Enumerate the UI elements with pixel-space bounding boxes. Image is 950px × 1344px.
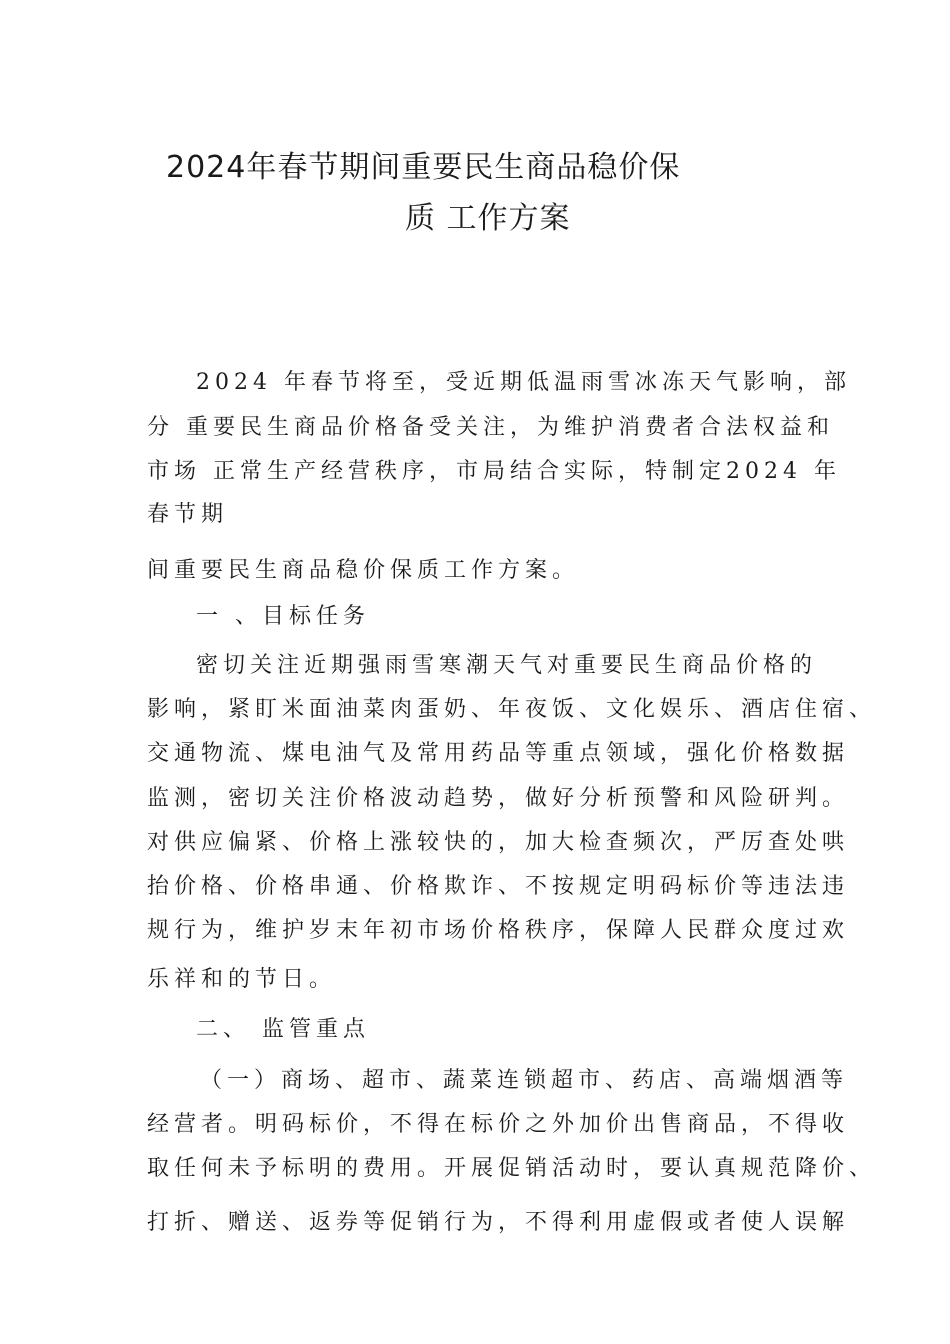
paragraph-line: 抬价格、价格串通、价格欺诈、不按规定明码标价等违法违 bbox=[147, 874, 850, 899]
paragraph-line: 密切关注近期强雨雪寒潮天气对重要民生商品价格的 bbox=[196, 653, 818, 678]
paragraph-line: 交通物流、煤电油气及常用药品等重点领域，强化价格数据 bbox=[147, 741, 850, 766]
paragraph-line: 规行为，维护岁末年初市场价格秩序，保障人民群众度过欢 bbox=[147, 918, 850, 943]
paragraph-line: 春节期 bbox=[147, 502, 229, 527]
section-heading: 二、 监管重点 bbox=[196, 1017, 370, 1042]
section-heading: 一 、目标任务 bbox=[196, 604, 370, 629]
paragraph-line: 打折、赠送、返券等促销行为，不得利用虚假或者使人误解 bbox=[147, 1210, 850, 1235]
paragraph-line: 分 重要民生商品价格备受关注，为维护消费者合法权益和 bbox=[147, 415, 834, 440]
paragraph-line: 市场 正常生产经营秩序，市局结合实际，特制定2024 年 bbox=[147, 459, 841, 484]
paragraph-line: 乐祥和的节日。 bbox=[147, 967, 337, 992]
paragraph-line: 间重要民生商品稳价保质工作方案。 bbox=[147, 558, 580, 583]
paragraph-line: 经营者。明码标价，不得在标价之外加价出售商品，不得收 bbox=[147, 1112, 850, 1137]
paragraph-line: （一）商场、超市、蔬菜连锁超市、药店、高端烟酒等 bbox=[200, 1068, 849, 1093]
paragraph-line: 监测，密切关注价格波动趋势，做好分析预警和风险研判。 bbox=[147, 786, 850, 811]
document-title-line-1: 2024年春节期间重要民生商品稳价保 bbox=[166, 150, 681, 185]
paragraph-line: 取任何未予标明的费用。开展促销活动时，要认真规范降价、 bbox=[147, 1156, 877, 1181]
paragraph-line: 2024 年春节将至，受近期低温雨雪冰冻天气影响，部 bbox=[196, 370, 851, 395]
document-title-line-2: 质 工作方案 bbox=[405, 201, 571, 236]
paragraph-line: 影响，紧盯米面油菜肉蛋奶、年夜饭、文化娱乐、酒店住宿、 bbox=[147, 697, 877, 722]
paragraph-line: 对供应偏紧、价格上涨较快的，加大检查频次，严厉查处哄 bbox=[147, 830, 850, 855]
